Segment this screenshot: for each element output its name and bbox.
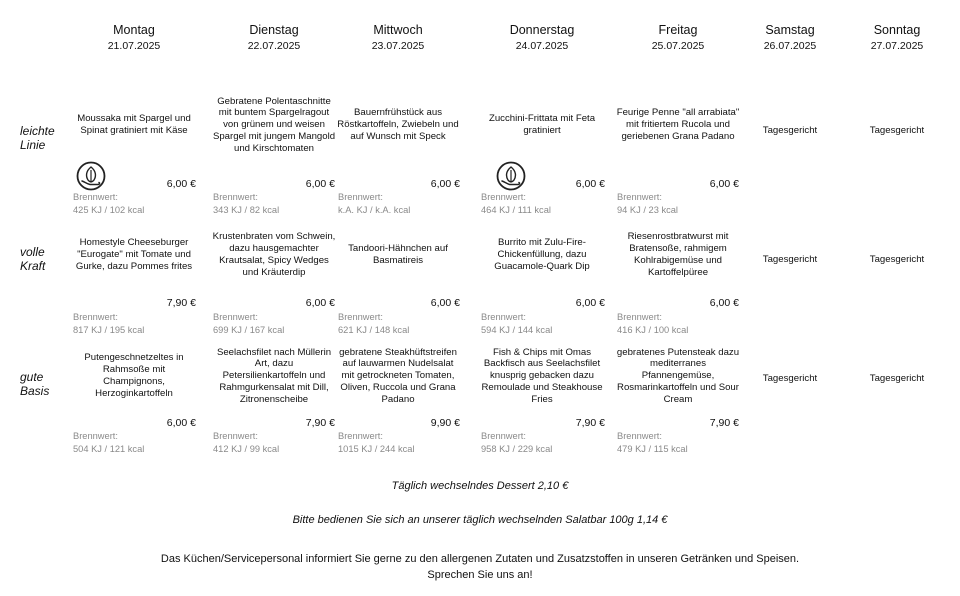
meal-price: 6,00 € — [430, 178, 460, 190]
day-date: 21.07.2025 — [107, 40, 161, 52]
day-date: 23.07.2025 — [371, 40, 425, 52]
meal-line: Zucchini-Frittata mit Feta — [488, 113, 596, 125]
meal-description — [210, 347, 338, 406]
energy-label: Brennwert: — [617, 312, 662, 322]
meal-line: "Eurogate" mit Tomate und — [77, 249, 191, 261]
energy-label: Brennwert: — [338, 192, 383, 202]
energy-info — [73, 430, 144, 455]
meal-line: auf lauwarmen Nudelsalat — [342, 358, 454, 370]
energy-value: 817 KJ / 195 kcal — [73, 324, 145, 335]
vegetarian-leaf-icon — [76, 161, 106, 191]
meal-line: Spargel mit jungem Mangold — [212, 130, 336, 142]
meal-line: Guacamole-Quark Dip — [494, 260, 590, 272]
meal-price: 7,90 € — [709, 417, 739, 429]
energy-value: 479 KJ / 115 kcal — [617, 443, 688, 454]
meal-line: auf Wunsch mit Speck — [350, 130, 446, 142]
energy-info — [213, 311, 284, 336]
energy-label: Brennwert: — [338, 431, 383, 441]
energy-label: Brennwert: — [73, 192, 118, 202]
category-line: leichte — [20, 124, 55, 138]
meal-description — [614, 347, 742, 406]
vegetarian-leaf-icon — [496, 161, 526, 191]
meal-price: 7,90 € — [166, 297, 196, 309]
energy-value: 594 KJ / 144 kcal — [481, 324, 553, 335]
meal-line: Rosmarinkartoffeln und Sour — [617, 381, 739, 393]
meal-line: Moussaka mit Spargel und — [77, 113, 191, 125]
weekend-dish: Tagesgericht — [869, 125, 925, 136]
dessert-note: Täglich wechselndes Dessert 2,10 € — [391, 480, 569, 492]
energy-info — [617, 430, 688, 455]
meal-price: 6,00 € — [166, 417, 196, 429]
energy-info — [481, 311, 552, 336]
meal-line: Riesenrostbratwurst mit — [627, 231, 729, 243]
meal-line: Zitronenscheibe — [239, 393, 309, 405]
meal-line: mit getrockneten Tomaten, — [341, 370, 455, 382]
energy-label: Brennwert: — [213, 312, 258, 322]
meal-line: Bratensoße, rahmigem — [629, 243, 727, 255]
energy-value: 412 KJ / 99 kcal — [213, 443, 280, 454]
meal-price: 6,00 € — [305, 297, 335, 309]
meal-line: gebratenes Putensteak dazu — [616, 346, 740, 358]
category-line: volle — [20, 245, 45, 259]
day-date: 27.07.2025 — [870, 40, 924, 52]
meal-line: Krautsalat, Spicy Wedges — [219, 254, 329, 266]
meal-description — [478, 347, 606, 406]
day-name: Freitag — [658, 23, 698, 37]
energy-info — [213, 191, 279, 216]
energy-label: Brennwert: — [73, 312, 118, 322]
day-date: 26.07.2025 — [763, 40, 817, 52]
meal-price: 6,00 € — [575, 178, 605, 190]
meal-line: und Kirschtomaten — [234, 142, 314, 154]
meal-line: Kohlrabigemüse und — [633, 254, 722, 266]
meal-price: 7,90 € — [575, 417, 605, 429]
meal-line: Spinat gratiniert mit Käse — [80, 124, 188, 136]
energy-label: Brennwert: — [213, 192, 258, 202]
meal-line: Homestyle Cheeseburger — [79, 237, 189, 249]
meal-line: Chickenfüllung, dazu — [497, 249, 587, 261]
meal-line: Cream — [663, 393, 693, 405]
meal-line: Gurke, dazu Pommes frites — [75, 260, 193, 272]
meal-line: gratiniert — [523, 124, 561, 136]
day-name: Donnerstag — [509, 23, 575, 37]
meal-price: 6,00 € — [575, 297, 605, 309]
meal-description — [478, 113, 606, 137]
meal-line: Backfisch aus Seelachsfilet — [483, 358, 601, 370]
meal-line: Feurige Penne "all arrabiata" — [616, 107, 740, 119]
energy-label: Brennwert: — [73, 431, 118, 441]
energy-label: Brennwert: — [481, 431, 526, 441]
energy-info — [338, 311, 409, 336]
meal-description — [334, 243, 462, 267]
meal-line: dazu hausgemachter — [229, 243, 319, 255]
meal-line: Padano — [381, 393, 415, 405]
meal-line: Pfannengemüse, — [641, 370, 715, 382]
allergen-note-contact: Sprechen Sie uns an! — [427, 569, 533, 581]
meal-line: Herzoginkartoffeln — [95, 387, 173, 399]
weekend-dish: Tagesgericht — [762, 254, 818, 265]
energy-label: Brennwert: — [338, 312, 383, 322]
category-line: Kraft — [20, 259, 46, 273]
energy-label: Brennwert: — [481, 312, 526, 322]
energy-value: 416 KJ / 100 kcal — [617, 324, 689, 335]
energy-info — [617, 191, 678, 216]
meal-line: Tandoori-Hähnchen auf — [348, 243, 448, 255]
energy-info — [617, 311, 688, 336]
meal-line: Gebratene Polentaschnitte — [217, 95, 331, 107]
meal-price: 6,00 € — [305, 178, 335, 190]
meal-line: Fries — [531, 393, 553, 405]
energy-value: 343 KJ / 82 kcal — [213, 204, 280, 215]
meal-description — [334, 347, 462, 406]
meal-line: und Kräuterdip — [242, 266, 306, 278]
meal-line: Putengeschnetzeltes in — [84, 352, 184, 364]
energy-info — [481, 191, 551, 216]
meal-line: geriebenen Grana Padano — [621, 130, 735, 142]
category-line: Linie — [20, 138, 46, 152]
meal-line: Bauernfrühstück aus — [354, 107, 442, 119]
meal-price: 6,00 € — [166, 178, 196, 190]
meal-line: Rahmsoße mit — [102, 364, 166, 376]
day-name: Dienstag — [249, 23, 299, 37]
day-name: Mittwoch — [373, 23, 423, 37]
meal-price: 6,00 € — [709, 178, 739, 190]
meal-description — [478, 237, 606, 272]
category-label — [20, 124, 55, 152]
meal-line: Champignons, — [103, 375, 165, 387]
category-label — [20, 370, 49, 398]
energy-value: 621 KJ / 148 kcal — [338, 324, 410, 335]
meal-description — [614, 231, 742, 278]
salad-bar-note: Bitte bedienen Sie sich an unserer täglich wechselnden Salatbar 100g 1,14 € — [292, 514, 668, 526]
weekend-dish: Tagesgericht — [762, 125, 818, 136]
energy-label: Brennwert: — [617, 431, 662, 441]
energy-label: Brennwert: — [213, 431, 258, 441]
energy-value: k.A. KJ / k.A. kcal — [338, 204, 411, 215]
day-name: Montag — [113, 23, 155, 37]
day-date: 25.07.2025 — [651, 40, 705, 52]
meal-description — [210, 231, 338, 278]
meal-line: knusprig gebacken dazu — [489, 370, 594, 382]
meal-line: Petersilienkartoffeln und — [222, 370, 326, 382]
meal-line: mit fritiertem Rucola und — [626, 119, 730, 131]
meal-description — [70, 352, 198, 399]
meal-description — [210, 96, 338, 155]
energy-value: 504 KJ / 121 kcal — [73, 443, 145, 454]
meal-description — [334, 107, 462, 142]
meal-line: Oliven, Ruccola und Grana — [340, 381, 456, 393]
meal-line: Röstkartoffeln, Zwiebeln und — [337, 119, 459, 131]
energy-label: Brennwert: — [481, 192, 526, 202]
day-date: 22.07.2025 — [247, 40, 301, 52]
energy-value: 1015 KJ / 244 kcal — [338, 443, 415, 454]
meal-price: 6,00 € — [430, 297, 460, 309]
energy-value: 699 KJ / 167 kcal — [213, 324, 285, 335]
meal-line: Burrito mit Zulu-Fire- — [498, 237, 586, 249]
meal-line: Basmatireis — [372, 254, 424, 266]
energy-label: Brennwert: — [617, 192, 662, 202]
energy-value: 425 KJ / 102 kcal — [73, 204, 145, 215]
meal-line: gebratene Steakhüftstreifen — [339, 346, 457, 358]
energy-value: 958 KJ / 229 kcal — [481, 443, 553, 454]
energy-info — [213, 430, 279, 455]
energy-info — [73, 311, 144, 336]
energy-info — [73, 191, 144, 216]
meal-description — [70, 113, 198, 137]
energy-info — [338, 430, 415, 455]
weekend-dish: Tagesgericht — [762, 373, 818, 384]
day-name: Sonntag — [873, 23, 921, 37]
meal-description — [614, 107, 742, 142]
meal-line: von grünem und weisen — [223, 119, 325, 131]
meal-line: mediterranes — [650, 358, 706, 370]
meal-line: Remoulade und Steakhouse — [481, 381, 603, 393]
weekend-dish: Tagesgericht — [869, 254, 925, 265]
weekend-dish: Tagesgericht — [869, 373, 925, 384]
allergen-note: Das Küchen/Servicepersonal informiert Sie gerne zu den allergenen Zutaten und Zusatzstoffen in unseren Getränken und Speisen. — [160, 553, 800, 565]
category-label — [20, 245, 45, 273]
meal-line: Rahmgurkensalat mit Dill, — [219, 381, 329, 393]
energy-value: 94 KJ / 23 kcal — [617, 204, 678, 215]
meal-line: mit buntem Spargelragout — [218, 107, 330, 119]
energy-info — [338, 191, 410, 216]
meal-line: Krustenbraten vom Schwein, — [212, 231, 336, 243]
meal-price: 6,00 € — [709, 297, 739, 309]
meal-price: 7,90 € — [305, 417, 335, 429]
meal-line: Fish & Chips mit Omas — [492, 346, 592, 358]
day-name: Samstag — [765, 23, 815, 37]
energy-value: 464 KJ / 111 kcal — [481, 204, 551, 215]
category-line: Basis — [20, 384, 50, 398]
meal-line: Art, dazu — [254, 358, 294, 370]
meal-line: Seelachsfilet nach Müllerin — [216, 346, 332, 358]
meal-description — [70, 237, 198, 272]
meal-line: Kartoffelpüree — [647, 266, 709, 278]
energy-info — [481, 430, 552, 455]
category-line: gute — [20, 370, 44, 384]
meal-price: 9,90 € — [430, 417, 460, 429]
day-date: 24.07.2025 — [515, 40, 569, 52]
